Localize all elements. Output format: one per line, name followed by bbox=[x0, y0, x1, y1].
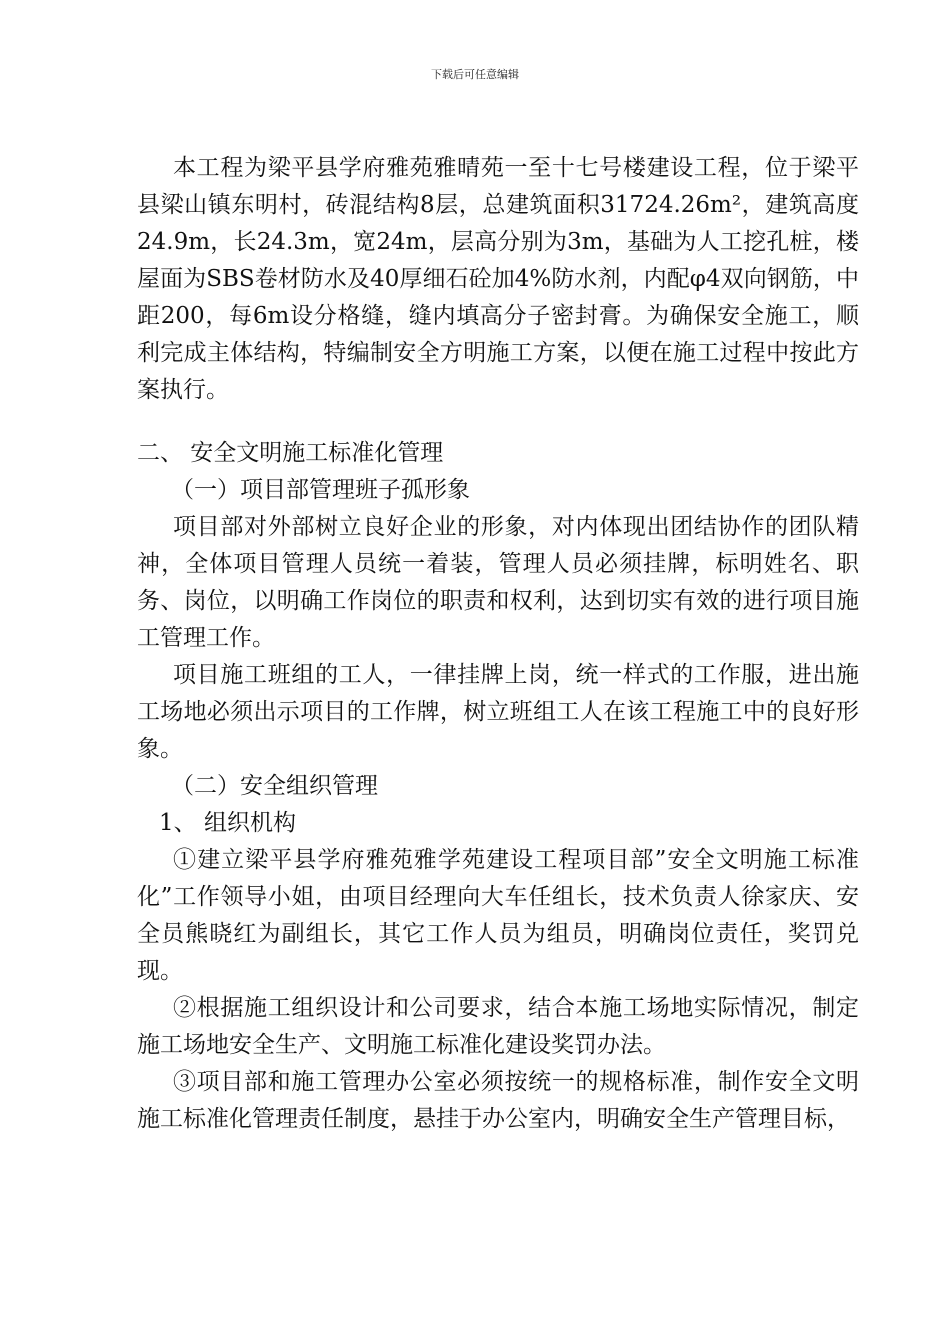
office-responsibility-paragraph: ③项目部和施工管理办公室必须按统一的规格标准，制作安全文明施工标准化管理责任制度，悬挂于办公室内，明确安全生产管理目标， bbox=[137, 1069, 859, 1132]
subsection-heading-2: （二）安全组织管理 bbox=[171, 773, 378, 799]
page-header: 下载后可任意编辑 bbox=[431, 68, 519, 81]
item-heading-1: 1、 组织机构 bbox=[159, 810, 296, 836]
reward-rules-paragraph: ②根据施工组织设计和公司要求，结合本施工场地实际情况，制定施工场地安全生产、文明施工标准化建设奖罚办法。 bbox=[137, 995, 859, 1058]
document-body bbox=[137, 150, 859, 1138]
section-heading-2: 二、 安全文明施工标准化管理 bbox=[137, 440, 444, 466]
management-image-paragraph: 项目部对外部树立良好企业的形象，对内体现出团结协作的团队精神，全体项目管理人员统一着装，管理人员必须挂牌，标明姓名、职务、岗位，以明确工作岗位的职责和权利，达到切实有效的进行项目施工管理工作。 bbox=[137, 514, 859, 651]
worker-badge-paragraph: 项目施工班组的工人，一律挂牌上岗，统一样式的工作服，进出施工场地必须出示项目的工作牌，树立班组工人在该工程施工中的良好形象。 bbox=[137, 662, 859, 762]
subsection-heading-1: （一）项目部管理班子孤形象 bbox=[171, 477, 470, 503]
project-overview-paragraph: 本工程为梁平县学府雅苑雅晴苑一至十七号楼建设工程，位于梁平县梁山镇东明村，砖混结构8层，总建筑面积31724.26m²，建筑高度24.9m，长24.3m，宽24m，层高分别为3m，基础为人工挖孔桩，楼屋面为SBS卷材防水及40厚细石砼加4%防水剂，内配φ4双向钢筋，中距200，每6m设分格缝，缝内填高分子密封膏。为确保安全施工，顺利完成主体结构，特编制安全方明施工方案，以便在施工过程中按此方案执行。 bbox=[137, 155, 859, 403]
leadership-group-paragraph: ①建立梁平县学府雅苑雅学苑建设工程项目部”安全文明施工标准化”工作领导小姐，由项目经理向大车任组长，技术负责人徐家庆、安全员熊晓红为副组长，其它工作人员为组员，明确岗位责任，奖罚兑现。 bbox=[137, 847, 859, 984]
